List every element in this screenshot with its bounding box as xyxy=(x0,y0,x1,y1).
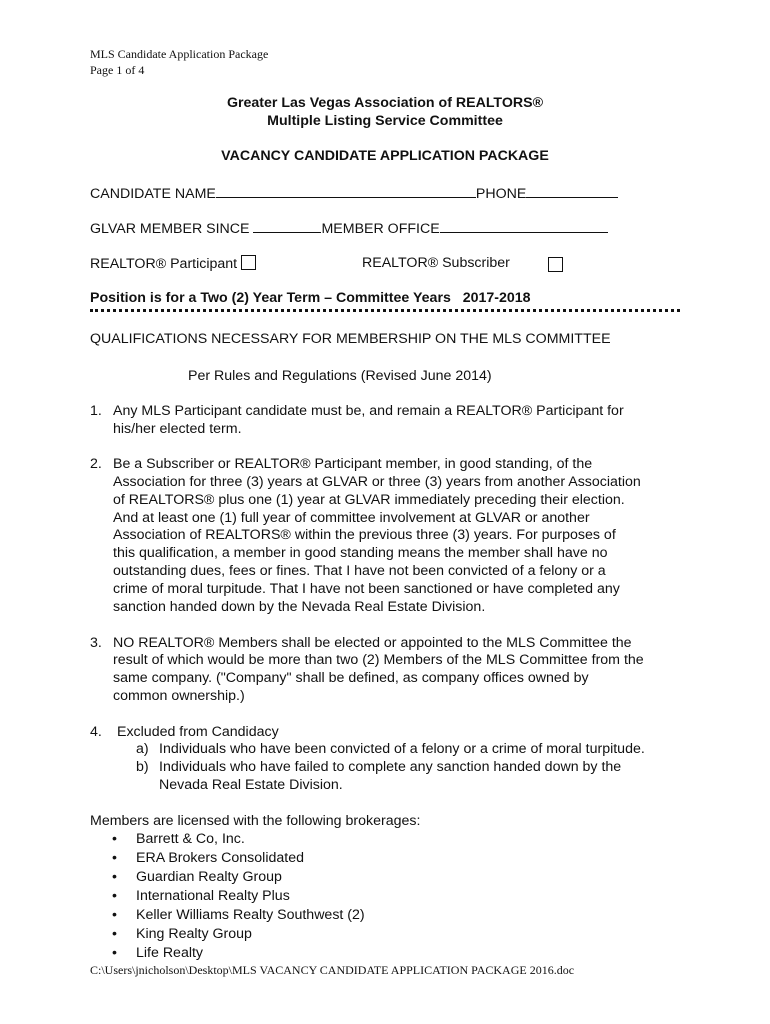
item-2-number: 2. xyxy=(90,456,102,472)
participant-row xyxy=(90,255,256,272)
item-3-line: same company. ("Company" shall be defined, as company offices owned by xyxy=(113,670,589,686)
item-4-title: Excluded from Candidacy xyxy=(117,724,279,740)
list-item: • International Realty Plus xyxy=(112,888,290,904)
item-2-line: of REALTORS® plus one (1) year at GLVAR immediately preceding their election. xyxy=(113,492,625,508)
item-1-line: his/her elected term. xyxy=(113,421,242,437)
term-text: Position is for a Two (2) Year Term – Committee Years xyxy=(90,290,451,306)
dotted-divider xyxy=(90,309,680,312)
subscriber-checkbox[interactable] xyxy=(548,257,563,272)
phone-label: PHONE xyxy=(475,186,527,202)
candidate-row xyxy=(90,184,618,202)
member-office-field[interactable] xyxy=(440,219,608,233)
phone-field[interactable] xyxy=(526,184,618,198)
item-3-number: 3. xyxy=(90,635,102,651)
item-4-number: 4. xyxy=(90,724,102,740)
list-item: • King Realty Group xyxy=(112,926,252,942)
item-3-line: result of which would be more than two (2) Members of the MLS Committee from the xyxy=(113,652,644,668)
list-item: • Keller Williams Realty Southwest (2) xyxy=(112,907,365,923)
item-4a-text: Individuals who have been convicted of a felony or a crime of moral turpitude. xyxy=(159,741,645,757)
participant-checkbox[interactable] xyxy=(241,255,256,270)
item-2-line: outstanding dues, fees or fines. That I have not been convicted of a felony or a xyxy=(113,563,606,579)
item-2-line: crime of moral turpitude. That I have not been sanctioned or have completed any xyxy=(113,581,620,597)
item-2-line: Association of REALTORS® within the previous three (3) years. For purposes of xyxy=(113,527,616,543)
item-2-line: Association for three (3) years at GLVAR or three (3) years from another Association xyxy=(113,474,641,490)
header-title: MLS Candidate Application Package xyxy=(90,47,269,61)
member-office-label: MEMBER OFFICE xyxy=(321,221,440,237)
member-since-label: GLVAR MEMBER SINCE xyxy=(90,221,250,237)
item-1-line: Any MLS Participant candidate must be, and remain a REALTOR® Participant for xyxy=(113,403,624,419)
member-row xyxy=(90,219,608,237)
footer-path: C:\Users\jnicholson\Desktop\MLS VACANCY CANDIDATE APPLICATION PACKAGE 2016.doc xyxy=(90,963,575,977)
item-2-line: And at least one (1) full year of committee involvement at GLVAR or another xyxy=(113,510,590,526)
item-3-line: common ownership.) xyxy=(113,688,245,704)
candidate-name-field[interactable] xyxy=(216,184,476,198)
org-title: Greater Las Vegas Association of REALTORS® xyxy=(226,95,544,111)
participant-label: REALTOR® Participant xyxy=(90,256,238,272)
item-3-line: NO REALTOR® Members shall be elected or appointed to the MLS Committee the xyxy=(113,635,632,651)
item-4b-text: Individuals who have failed to complete any sanction handed down by the xyxy=(159,759,622,775)
qualifications-subheading: Per Rules and Regulations (Revised June 2014) xyxy=(188,368,492,384)
item-4a-label: a) xyxy=(136,741,149,757)
package-title: VACANCY CANDIDATE APPLICATION PACKAGE xyxy=(221,148,549,164)
subscriber-label: REALTOR® Subscriber xyxy=(362,255,510,271)
item-2-line: this qualification, a member in good standing means the member shall have no xyxy=(113,545,608,561)
item-1-number: 1. xyxy=(90,403,102,419)
item-4b-text: Nevada Real Estate Division. xyxy=(159,777,343,793)
candidate-name-label: CANDIDATE NAME xyxy=(90,186,216,202)
brokerages-intro: Members are licensed with the following brokerages: xyxy=(90,813,421,829)
item-2-line: sanction handed down by the Nevada Real Estate Division. xyxy=(113,599,486,615)
term-line xyxy=(90,290,531,306)
page-number: Page 1 of 4 xyxy=(90,63,145,77)
committee-title: Multiple Listing Service Committee xyxy=(267,113,503,129)
list-item: • ERA Brokers Consolidated xyxy=(112,850,304,866)
list-item: • Barrett & Co, Inc. xyxy=(112,831,245,847)
qualifications-heading: QUALIFICATIONS NECESSARY FOR MEMBERSHIP ON THE MLS COMMITTEE xyxy=(90,331,611,347)
item-2-line: Be a Subscriber or REALTOR® Participant member, in good standing, of the xyxy=(113,456,593,472)
list-item: • Guardian Realty Group xyxy=(112,869,282,885)
member-since-field[interactable] xyxy=(253,219,321,233)
item-4b-label: b) xyxy=(136,759,149,775)
term-years: 2017-2018 xyxy=(462,290,531,306)
subscriber-row xyxy=(362,255,510,271)
list-item: • Life Realty xyxy=(112,945,204,961)
